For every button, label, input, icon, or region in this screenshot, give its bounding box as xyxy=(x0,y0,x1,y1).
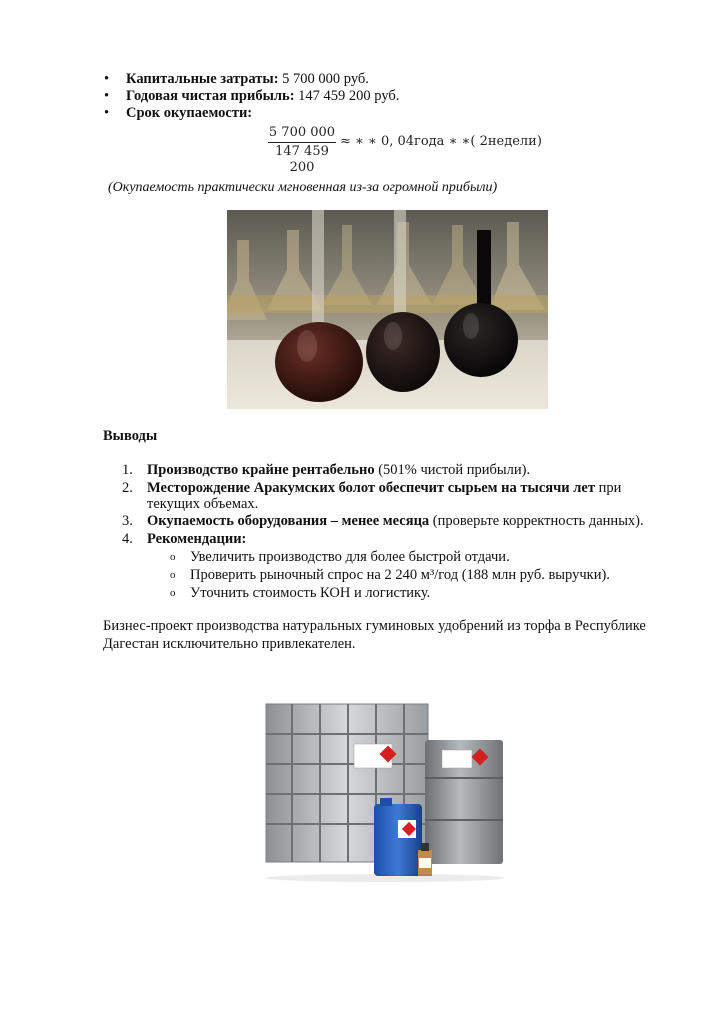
containers-photo xyxy=(262,700,508,882)
conclusion-item xyxy=(122,513,667,529)
bullet-value: 5 700 000 руб. xyxy=(278,71,369,87)
bullet-payback-period xyxy=(104,104,253,122)
conclusion-item xyxy=(122,531,667,547)
conclusion-item xyxy=(122,480,657,512)
sub-bullet-icon: o xyxy=(170,587,176,599)
bullet-dot: • xyxy=(104,71,110,87)
formula-denominator: 147 459 200 xyxy=(275,144,329,175)
conclusions-heading: Выводы xyxy=(103,428,158,444)
item-text: (501% чистой прибыли). xyxy=(374,462,531,478)
flasks-photo xyxy=(227,210,548,409)
sub-bullet-icon: o xyxy=(170,569,176,581)
bullet-dot: • xyxy=(104,88,110,104)
item-text: (проверьте корректность данных). xyxy=(429,513,644,529)
formula-fraction xyxy=(268,125,336,176)
summary-paragraph: Бизнес-проект производства натуральных гуминовых удобрений из торфа в Республике Дагестан исключительно привлекателен. xyxy=(103,618,646,652)
recommendation-text: Увеличить производство для более быстрой отдачи. xyxy=(190,549,510,565)
bullet-label: Срок окупаемости: xyxy=(126,105,253,121)
bullet-label: Годовая чистая прибыль: xyxy=(126,88,295,104)
bullet-label: Капитальные затраты: xyxy=(126,71,279,87)
bullet-annual-profit xyxy=(104,87,400,105)
payback-note: (Окупаемость практически мгновенная из-за огромной прибыли) xyxy=(108,180,498,195)
bullet-capital-costs xyxy=(104,70,369,88)
recommendation-item xyxy=(170,585,431,602)
sub-bullet-icon: o xyxy=(170,551,176,563)
item-bold-text: Окупаемость оборудования – менее месяца xyxy=(147,513,430,529)
item-number: 3. xyxy=(122,513,133,529)
item-bold-text: Месторождение Аракумских болот обеспечит сырьем на тысячи лет xyxy=(147,480,595,496)
item-bold-text: Рекомендации: xyxy=(147,531,247,547)
bullet-value: 147 459 200 руб. xyxy=(294,88,400,104)
item-number: 2. xyxy=(122,480,133,496)
fraction-bar xyxy=(268,142,336,143)
recommendation-text: Проверить рыночный спрос на 2 240 м³/год (188 млн руб. выручки). xyxy=(190,567,610,583)
flasks-photo-graphic xyxy=(227,210,548,409)
recommendation-text: Уточнить стоимость КОН и логистику. xyxy=(190,585,431,601)
containers-photo-graphic xyxy=(262,700,508,882)
recommendation-item xyxy=(170,567,610,584)
bullet-dot: • xyxy=(104,105,110,121)
item-number: 1. xyxy=(122,462,133,478)
conclusion-item xyxy=(122,462,667,478)
item-number: 4. xyxy=(122,531,133,547)
formula-numerator: 5 700 000 xyxy=(268,125,336,140)
item-bold-text: Производство крайне рентабельно xyxy=(147,462,375,478)
formula-result: ≈ ∗ ∗ 0, 04года ∗ ∗( 2недели) xyxy=(340,134,542,149)
recommendation-item xyxy=(170,549,510,566)
item-text: при текущих объемах. xyxy=(147,480,622,512)
